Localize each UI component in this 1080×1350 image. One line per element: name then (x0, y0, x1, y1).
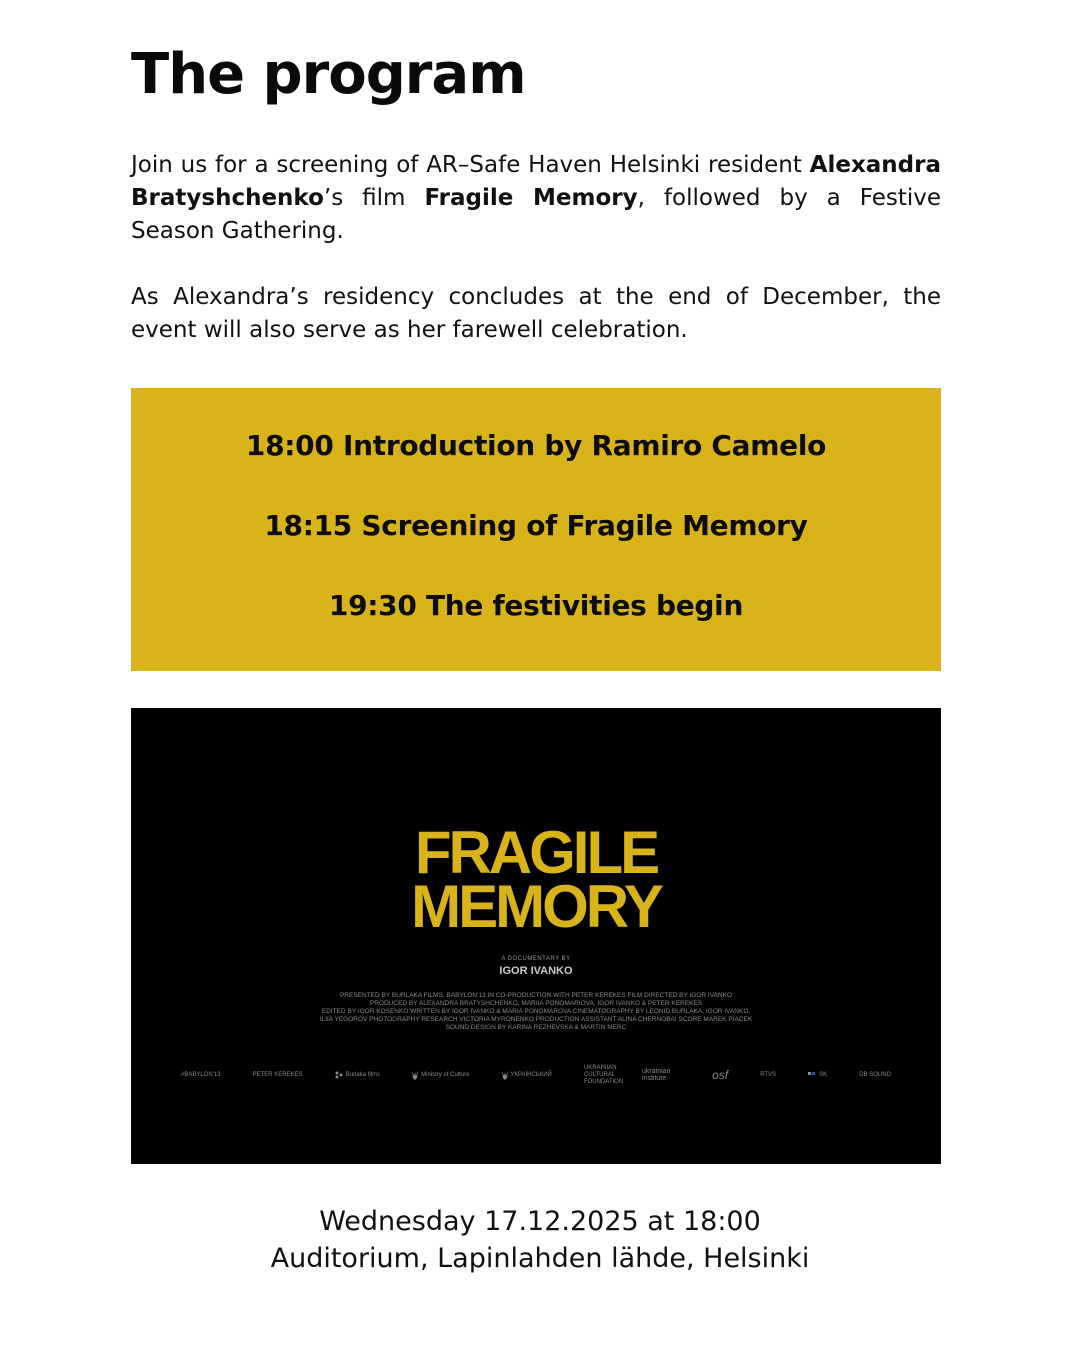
schedule-item-screening: 18:15 Screening of Fragile Memory (264, 509, 808, 542)
poster-director: IGOR IVANKO (499, 965, 573, 977)
sponsor-logo: Ministry of Culture (412, 1071, 469, 1080)
farewell-paragraph: As Alexandra’s residency concludes at the end of December, the event will also serve as her farewell celebration. (131, 284, 941, 343)
intro-text-3: , followed by a Festive Season Gathering. (131, 185, 942, 244)
event-place: Auditorium, Lapinlahden lähde, Helsinki (270, 1243, 810, 1274)
sponsor-logo: DB SOUND (859, 1071, 891, 1078)
dots-icon (335, 1071, 343, 1079)
page-title: The program (131, 42, 526, 107)
credit-line: SOUND DESIGN BY KARINA REZHEVSKA & MARTIN MERC (445, 1024, 627, 1031)
intro-paragraph (131, 149, 941, 248)
film-name: Fragile Memory (424, 185, 638, 211)
sponsor-logo: УКРАЇНСЬКИЙ (502, 1071, 552, 1080)
intro-text-1: Join us for a screening of AR–Safe Haven Helsinki resident (131, 152, 810, 178)
poster-title-line-2: MEMORY (411, 873, 661, 940)
trident-icon (502, 1071, 508, 1080)
sponsor-logo: UKRAINIAN CULTURAL FOUNDATION (583, 1064, 624, 1085)
event-date: Wednesday 17.12.2025 at 18:00 (319, 1206, 761, 1237)
intro-text-2: ’s film (323, 185, 425, 211)
credit-line: PRODUCED BY ALEXANDRA BRATYSHCHENKO, MARIIA PONOMARIOVA, IGOR IVANKO & PETER KEREKES (369, 1000, 703, 1007)
sponsor-logo: osf (712, 1067, 729, 1082)
sponsor-logo: RTVS (760, 1071, 777, 1078)
sponsor-logo: Burlaka films (335, 1071, 380, 1079)
credit-line: ILIIA YEGOROV PHOTOGRAPHY RESEARCH VICTORIA MYRONENKO PRODUCTION ASSISTANT ALINA CHERNOBAI SCORE MAREK PIACEK (319, 1016, 753, 1023)
credit-line: EDITED BY IGOR KOSENKO WRITTEN BY IGOR IVANKO & MARIA PONOMAROVA CINEMATOGRAPHY BY LEONID BURLAKA, IGOR IVANKO, (321, 1008, 751, 1015)
schedule-box (131, 388, 941, 671)
poster-title-line-1: FRAGILE (414, 819, 658, 886)
sponsor-logos (181, 1063, 891, 1087)
sponsor-logo: #BABYLON'13 (181, 1071, 221, 1078)
schedule-item-festivities: 19:30 The festivities begin (328, 589, 744, 622)
sponsor-logo: SK (808, 1072, 827, 1079)
sponsor-logo: PETER KEREKES (252, 1071, 303, 1078)
trident-icon (412, 1071, 418, 1080)
poster-doc-by: A DOCUMENTARY BY (501, 956, 571, 962)
artist-name: Alexandra Bratyshchenko (131, 152, 941, 211)
sponsor-logo: ukrainian institute (642, 1068, 671, 1082)
film-poster (131, 708, 941, 1164)
flag-icon (808, 1072, 816, 1078)
schedule-item-introduction: 18:00 Introduction by Ramiro Camelo (245, 429, 827, 462)
poster-title (131, 819, 941, 940)
poster-credits (271, 992, 801, 1032)
credit-line: PRESENTED BY BURLAKA FILMS, BABYLON'13 IN CO-PRODUCTION WITH PETER KEREKES FILM DIRECTED BY IGOR IVANKO (339, 992, 733, 999)
